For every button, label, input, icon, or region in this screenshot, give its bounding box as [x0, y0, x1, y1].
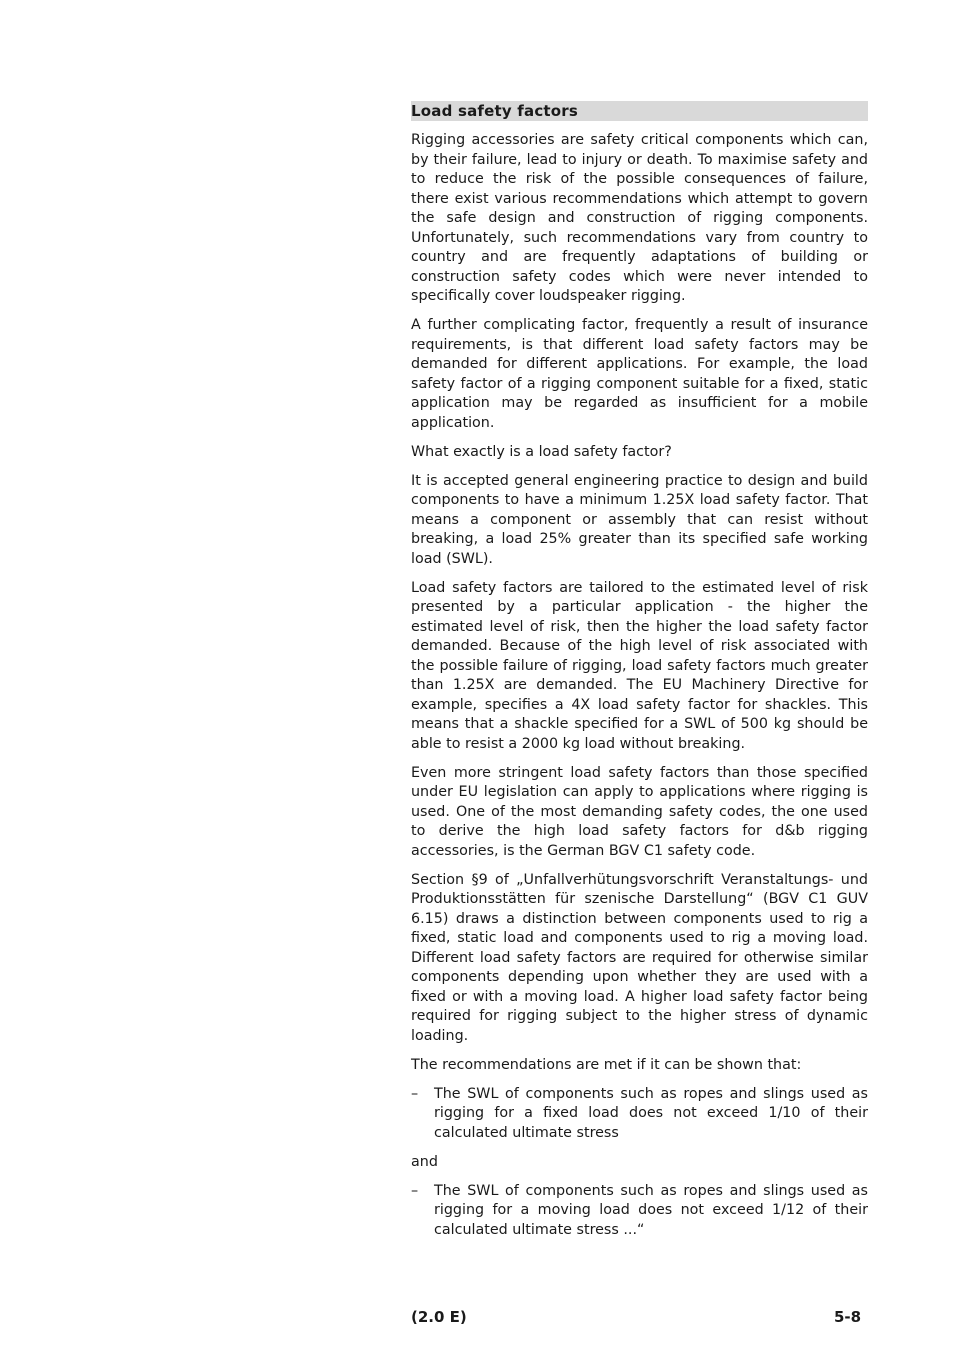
paragraph-question: What exactly is a load safety factor?: [411, 443, 672, 460]
list-item-fixed-load: [411, 1085, 868, 1144]
paragraph-intro: Rigging accessories are safety critical components which can, by their failure, lead to injury or death. To maximise safety and to reduce the risk of the possible consequences of failure, there exist various recommendations which attempt to govern the safe design and construction of rigging components. Unfortunately, such recommendations vary from country to country and are frequently adaptations of building or construction safety codes which were never intended to specifically cover loudspeaker rigging.: [411, 132, 868, 304]
list-item-moving-load: [411, 1182, 868, 1241]
paragraph-recommendations: The recommendations are met if it can be shown that:: [411, 1056, 802, 1073]
dash-bullet: –: [411, 1085, 419, 1102]
paragraph-stringent-factors: Even more stringent load safety factors than those specified under EU legislation can apply to applications where rigging is used. One of the most demanding safety codes, the one used to derive the high load safety factors for d&b rigging accessories, is the German BGV C1 safety code.: [411, 764, 868, 859]
paragraph-complicating-factor: A further complicating factor, frequently a result of insurance requirements, is that different load safety factors may be demanded for different applications. For example, the load safety factor of a rigging component suitable for a fixed, static application may be regarded as insufficient for a mobile application.: [411, 317, 868, 431]
connector-and: and: [411, 1153, 438, 1170]
list-item-text: The SWL of components such as ropes and slings used as rigging for a moving load does not exceed 1/12 of their calculated ultimate stress ...“: [434, 1182, 868, 1238]
section-heading: Load safety factors: [411, 101, 868, 121]
paragraph-risk-level: Load safety factors are tailored to the estimated level of risk presented by a particular application - the higher the estimated level of risk, then the higher the load safety factor demanded. Because of the high level of risk associated with the possible failure of rigging, load safety factors much greater than 1.25X are demanded. The EU Machinery Directive for example, specifies a 4X load safety factor for shackles. This means that a shackle specified for a SWL of 500 kg should be able to resist a 2000 kg load without breaking.: [411, 579, 868, 752]
footer-page-number: 5-8: [834, 1308, 862, 1326]
dash-bullet: –: [411, 1182, 419, 1199]
footer-version: (2.0 E): [411, 1308, 467, 1326]
list-item-text: The SWL of components such as ropes and slings used as rigging for a fixed load does not exceed 1/10 of their calculated ultimate stress: [434, 1085, 868, 1141]
text-column: [411, 101, 868, 1250]
paragraph-engineering-practice: It is accepted general engineering practice to design and build components to have a minimum 1.25X load safety factor. That means a component or assembly that can resist without breaking, a load 25% greater than its specified safe working load (SWL).: [411, 472, 868, 567]
paragraph-section-9: Section §9 of „Unfallverhütungsvorschrift Veranstaltungs- und Produktionsstätten für szenische Darstellung“ (BGV C1 GUV 6.15) draws a distinction between components used to rig a fixed, static load and components used to rig a moving load. Different load safety factors are required for otherwise similar components depending upon whether they are used with a fixed or with a moving load. A higher load safety factor being required for rigging subject to the higher stress of dynamic loading.: [411, 871, 868, 1044]
